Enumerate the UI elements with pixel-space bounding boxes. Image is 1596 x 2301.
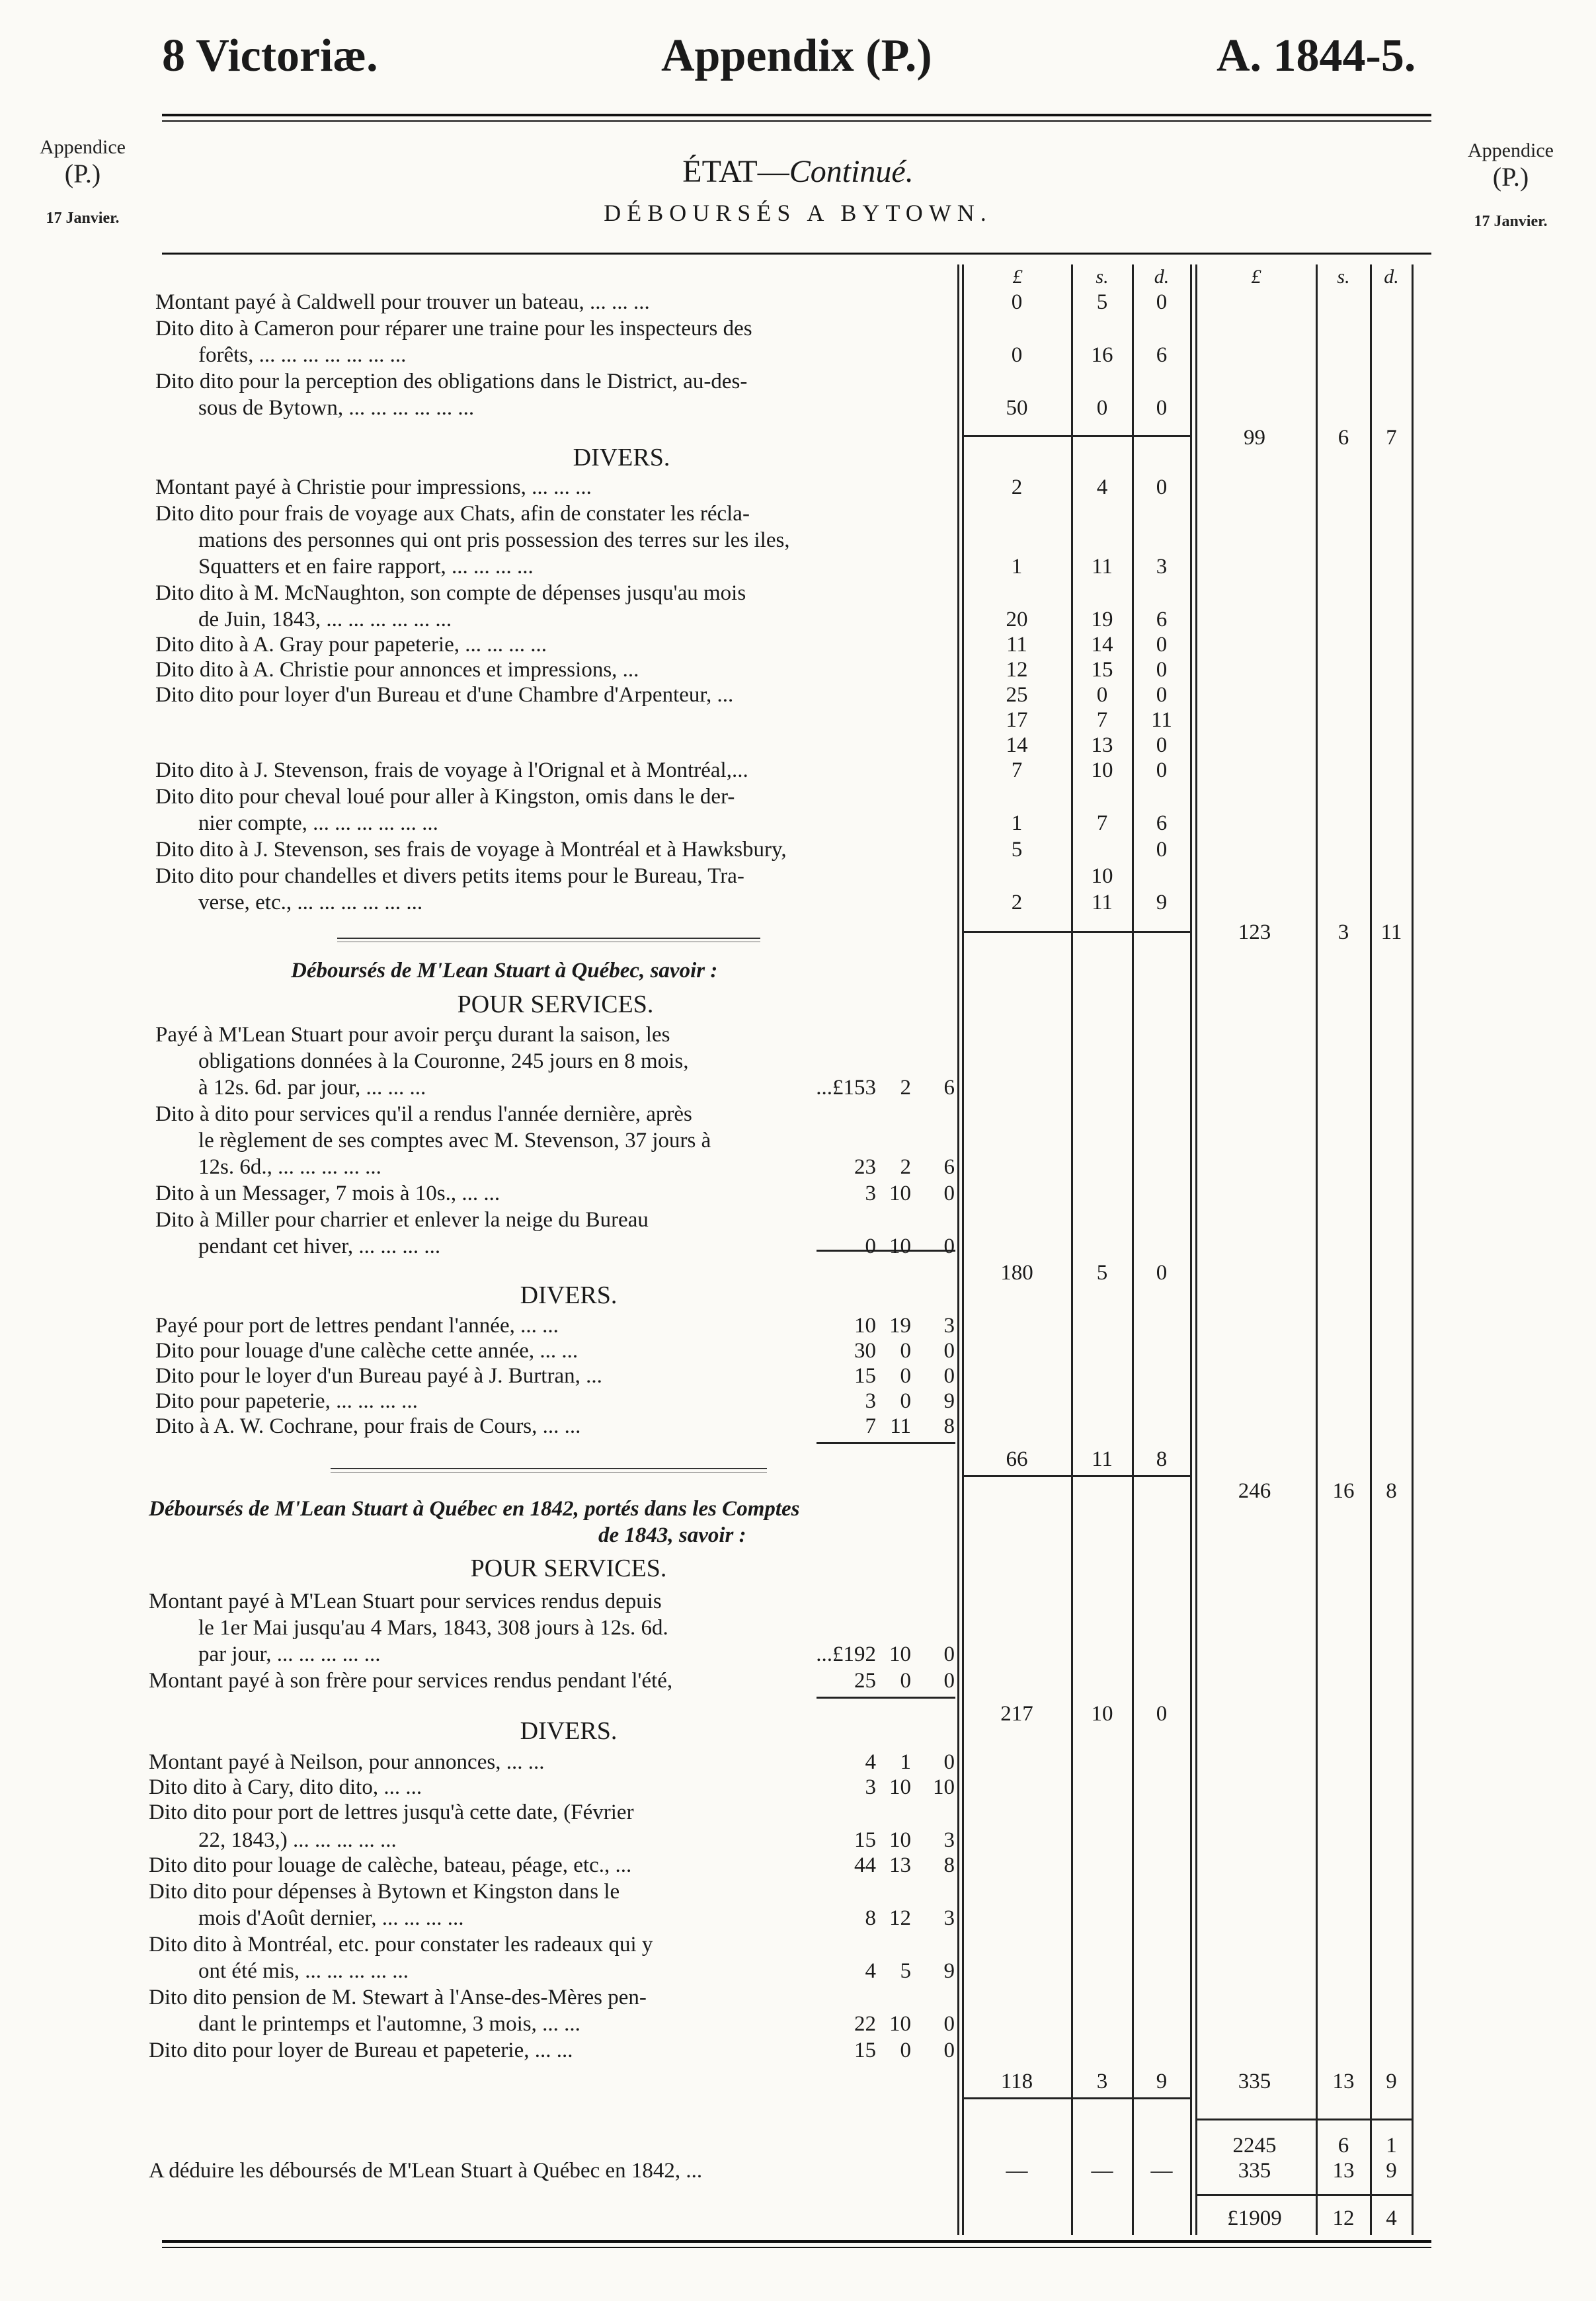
inner-amount: ...£192 xyxy=(816,1642,876,1666)
amount: 12 xyxy=(1006,658,1028,682)
amount: 17 xyxy=(1006,708,1028,732)
row-description: Dito dito pour port de lettres jusqu'à cette date, (Février xyxy=(149,1800,634,1824)
subtotal-rule xyxy=(964,2097,1190,2099)
ledger-row xyxy=(0,1827,1596,1853)
ledger-row xyxy=(0,1363,1596,1389)
total-amount: 3 xyxy=(1337,920,1349,944)
inner-amount: 10 xyxy=(889,1775,911,1799)
ledger-row xyxy=(0,1338,1596,1364)
amount: 25 xyxy=(1006,683,1028,707)
inner-amount: 0 xyxy=(943,1339,955,1363)
row-description: Dito dito pour chandelles et divers petits items pour le Bureau, Tra- xyxy=(155,864,744,888)
ledger-row xyxy=(0,1180,1596,1207)
inner-amount: 44 xyxy=(854,1853,876,1877)
row-description: mations des personnes qui ont pris possession des terres sur les iles, xyxy=(198,528,790,552)
row-description: dant le printemps et l'automne, 3 mois, ... ... xyxy=(198,2012,580,2036)
amount: 8 xyxy=(1156,1447,1168,1471)
row-description: 22, 1843,) ... ... ... ... ... xyxy=(198,1828,397,1852)
amount: 0 xyxy=(1156,658,1168,682)
ledger-row xyxy=(0,1668,1596,1694)
subtotal-rule xyxy=(817,1697,955,1699)
row-description: Dito pour le loyer d'un Bureau payé à J. Burtran, ... xyxy=(155,1364,602,1388)
inner-amount: 5 xyxy=(900,1959,911,1983)
row-description: par jour, ... ... ... ... ... xyxy=(198,1642,381,1666)
ledger-row xyxy=(0,1878,1596,1905)
statement-subtitle: DÉBOURSÉS A BYTOWN. xyxy=(604,200,992,226)
amount: 5 xyxy=(1096,290,1108,314)
ledger-row xyxy=(0,1984,1596,2011)
amount: 9 xyxy=(1156,2070,1168,2093)
row-description: Dito dito à Montréal, etc. pour constater les radeaux qui y xyxy=(149,1933,653,1957)
total-amount: 9 xyxy=(1386,2159,1397,2183)
row-description: Dito dito pour loyer d'un Bureau et d'une Chambre d'Arpenteur, ... xyxy=(155,683,734,707)
inner-amount: 0 xyxy=(900,1669,911,1693)
amount: 11 xyxy=(1151,708,1172,732)
total-amount: 6 xyxy=(1337,426,1349,450)
row-description: Montant payé à Christie pour impressions, ... ... ... xyxy=(155,475,592,499)
inner-amount: 3 xyxy=(943,1828,955,1852)
inner-amount: 9 xyxy=(943,1959,955,1983)
ledger-row xyxy=(0,732,1596,758)
row-description: Dito dito à Cameron pour réparer une traine pour les inspecteurs des xyxy=(155,317,752,341)
row-description: Dito dito pour cheval loué pour aller à Kingston, omis dans le der- xyxy=(155,785,735,809)
amount: 1 xyxy=(1011,811,1023,835)
ledger-row xyxy=(0,1588,1596,1615)
ledger-row xyxy=(0,1154,1596,1180)
ledger-row xyxy=(0,395,1596,421)
row-description: Montant payé à Caldwell pour trouver un bateau, ... ... ... xyxy=(155,290,650,314)
inner-amount: 0 xyxy=(943,1669,955,1693)
heading-divers-1: DIVERS. xyxy=(573,444,670,471)
inner-amount: 4 xyxy=(865,1959,876,1983)
ledger-row xyxy=(0,553,1596,580)
ledger-row xyxy=(0,1207,1596,1233)
inner-amount: 22 xyxy=(854,2012,876,2036)
ledger-row xyxy=(0,1701,1596,1727)
amount: 11 xyxy=(1092,1447,1113,1471)
amount: 2 xyxy=(1011,475,1023,499)
row-description: Dito dito à M. McNaughton, son compte de dépenses jusqu'au mois xyxy=(155,581,746,605)
title-main: ÉTAT— xyxy=(682,154,789,189)
inner-amount: 0 xyxy=(900,1364,911,1388)
inner-amount: 4 xyxy=(865,1750,876,1774)
ledger-row xyxy=(0,631,1596,658)
row-description: Dito dito pour dépenses à Bytown et Kingston dans le xyxy=(149,1880,620,1904)
ledger-row xyxy=(0,810,1596,836)
row-description: Dito dito pour frais de voyage aux Chats, afin de constater les récla- xyxy=(155,502,750,526)
inner-amount: 0 xyxy=(943,1642,955,1666)
row-description: Payé à M'Lean Stuart pour avoir perçu durant la saison, les xyxy=(155,1023,670,1047)
ledger-row xyxy=(0,1641,1596,1668)
row-description: Payé pour port de lettres pendant l'année, ... ... xyxy=(155,1314,559,1338)
ledger-row xyxy=(0,863,1596,889)
header-center: Appendix (P.) xyxy=(661,30,932,81)
amount: 0 xyxy=(1156,733,1168,757)
amount: 14 xyxy=(1006,733,1028,757)
ledger-row xyxy=(0,889,1596,916)
amount: 0 xyxy=(1156,633,1168,657)
footer-rule-top xyxy=(162,2240,1431,2243)
total-amount: 335 xyxy=(1238,2159,1271,2183)
row-description: nier compte, ... ... ... ... ... ... xyxy=(198,811,438,835)
row-description: Montant payé à M'Lean Stuart pour services rendus depuis xyxy=(149,1590,662,1613)
ledger-row xyxy=(0,368,1596,395)
total-rule xyxy=(1197,2194,1412,2196)
inner-amount: 2 xyxy=(900,1076,911,1100)
amount: 0 xyxy=(1156,475,1168,499)
amount: 0 xyxy=(1156,838,1168,862)
inner-amount: ...£153 xyxy=(816,1076,876,1100)
row-description: le 1er Mai jusqu'au 4 Mars, 1843, 308 jours à 12s. 6d. xyxy=(198,1616,668,1640)
row-description: Dito dito à A. Gray pour papeterie, ... ... ... ... xyxy=(155,633,547,657)
ledger-row xyxy=(0,657,1596,683)
ledger-row xyxy=(0,1931,1596,1958)
inner-amount: 0 xyxy=(900,1389,911,1413)
total-rule xyxy=(1197,2119,1412,2120)
inner-amount: 3 xyxy=(865,1182,876,1205)
ledger-row xyxy=(0,1958,1596,1984)
inner-amount: 1 xyxy=(900,1750,911,1774)
amount: 0 xyxy=(1156,1702,1168,1726)
inner-amount: 3 xyxy=(943,1314,955,1338)
ledger-row xyxy=(0,1905,1596,1931)
total-amount: 13 xyxy=(1332,2070,1355,2093)
inner-amount: 8 xyxy=(865,1906,876,1930)
amount: 16 xyxy=(1091,343,1113,367)
heading-section-3b: de 1843, savoir : xyxy=(598,1523,746,1547)
ledger-row xyxy=(0,707,1596,733)
inner-amount: 6 xyxy=(943,1155,955,1179)
col-shilling-2: s. xyxy=(1337,266,1350,288)
amount: 19 xyxy=(1091,608,1113,631)
row-description: le règlement de ses comptes avec M. Stevenson, 37 jours à xyxy=(198,1129,711,1152)
inner-amount: 0 xyxy=(943,2012,955,2036)
inner-amount: 6 xyxy=(943,1076,955,1100)
heading-pour-services-2: POUR SERVICES. xyxy=(470,1554,667,1582)
ledger-row xyxy=(0,2205,1596,2232)
heading-divers-3: DIVERS. xyxy=(520,1717,618,1745)
inner-amount: 0 xyxy=(943,1234,955,1258)
title-rule xyxy=(162,253,1431,255)
amount: 0 xyxy=(1156,290,1168,314)
ledger-row xyxy=(0,784,1596,810)
amount: 11 xyxy=(1006,633,1027,657)
amount: 15 xyxy=(1091,658,1113,682)
inner-amount: 11 xyxy=(890,1414,911,1438)
row-description: Dito dito à J. Stevenson, ses frais de voyage à Montréal et à Hawksbury, xyxy=(155,838,787,862)
amount: 0 xyxy=(1156,683,1168,707)
ledger-row xyxy=(0,1260,1596,1286)
subtotal-rule xyxy=(817,1442,955,1444)
amount: 0 xyxy=(1156,396,1168,420)
total-amount: 335 xyxy=(1238,2070,1271,2093)
ledger-row xyxy=(0,315,1596,342)
amount: 6 xyxy=(1156,608,1168,631)
row-description: Montant payé à son frère pour services rendus pendant l'été, xyxy=(149,1669,673,1693)
total-amount: £1909 xyxy=(1227,2206,1282,2230)
total-amount: 123 xyxy=(1238,920,1271,944)
ledger-row xyxy=(0,1127,1596,1154)
col-pence-1: d. xyxy=(1154,266,1170,288)
statement-title xyxy=(0,153,1596,190)
inner-amount: 0 xyxy=(943,1364,955,1388)
total-amount: 7 xyxy=(1386,426,1397,450)
amount: 20 xyxy=(1006,608,1028,631)
amount: 4 xyxy=(1096,475,1108,499)
amount: 7 xyxy=(1011,758,1023,782)
inner-amount: 3 xyxy=(865,1389,876,1413)
inner-amount: 0 xyxy=(900,1339,911,1363)
ledger-row xyxy=(0,1799,1596,1826)
total-amount: 8 xyxy=(1386,1479,1397,1503)
amount: 118 xyxy=(1000,2070,1033,2093)
amount: 6 xyxy=(1156,811,1168,835)
row-description: mois d'Août dernier, ... ... ... ... xyxy=(198,1906,464,1930)
amount: — xyxy=(1006,2159,1028,2183)
inner-amount: 10 xyxy=(889,1828,911,1852)
inner-amount: 7 xyxy=(865,1414,876,1438)
row-description: Dito dito pour la perception des obligations dans le District, au-des- xyxy=(155,370,748,393)
amount: 50 xyxy=(1006,396,1028,420)
amount: 0 xyxy=(1011,343,1023,367)
row-description: à 12s. 6d. par jour, ... ... ... xyxy=(198,1076,426,1100)
ledger-row xyxy=(0,1048,1596,1074)
col-pound-1: £ xyxy=(1012,266,1023,288)
amount: 5 xyxy=(1011,838,1023,862)
margin-date: 17 Janvier. xyxy=(1474,213,1548,230)
header-rule-top xyxy=(162,114,1431,116)
ledger-row xyxy=(0,1312,1596,1339)
total-amount: 2245 xyxy=(1232,2134,1277,2158)
inner-amount: 3 xyxy=(943,1906,955,1930)
ledger-row xyxy=(0,342,1596,368)
row-description: Dito dito pour louage de calèche, bateau, péage, etc., ... xyxy=(149,1853,632,1877)
row-description: pendant cet hiver, ... ... ... ... xyxy=(198,1234,441,1258)
row-description: ont été mis, ... ... ... ... ... xyxy=(198,1959,409,1983)
amount: 7 xyxy=(1096,708,1108,732)
inner-amount: 3 xyxy=(865,1775,876,1799)
row-description: obligations données à la Couronne, 245 jours en 8 mois, xyxy=(198,1049,689,1073)
header-left: 8 Victoriæ. xyxy=(162,30,378,81)
row-description: Dito à Miller pour charrier et enlever la neige du Bureau xyxy=(155,1208,649,1232)
margin-p: (P.) xyxy=(64,159,101,188)
col-pence-2: d. xyxy=(1384,266,1399,288)
ledger-row xyxy=(0,1022,1596,1048)
ledger-row xyxy=(0,1615,1596,1641)
heading-section-3a: Déboursés de M'Lean Stuart à Québec en 1842, portés dans les Comptes xyxy=(149,1497,800,1521)
amount: 3 xyxy=(1156,555,1168,579)
row-description: Dito dito pour loyer de Bureau et papeterie, ... ... xyxy=(149,2039,573,2062)
amount: 1 xyxy=(1011,555,1023,579)
amount: 5 xyxy=(1096,1261,1108,1285)
ledger-row xyxy=(0,1446,1596,1473)
ledger-row xyxy=(0,757,1596,784)
ledger-row xyxy=(0,2037,1596,2064)
total-amount: 16 xyxy=(1332,1479,1355,1503)
ledger-row xyxy=(0,2158,1596,2184)
amount: 9 xyxy=(1156,891,1168,914)
heading-section-2: Déboursés de M'Lean Stuart à Québec, savoir : xyxy=(291,959,718,983)
total-amount: 11 xyxy=(1380,920,1402,944)
row-description: Montant payé à Neilson, pour annonces, ... ... xyxy=(149,1750,545,1774)
ledger-row xyxy=(0,836,1596,863)
inner-amount: 0 xyxy=(943,1750,955,1774)
inner-amount: 9 xyxy=(943,1389,955,1413)
inner-amount: 10 xyxy=(889,1234,911,1258)
total-amount: 9 xyxy=(1386,2070,1397,2093)
row-description: Dito pour louage d'une calèche cette année, ... ... xyxy=(155,1339,579,1363)
ledger-row xyxy=(0,580,1596,606)
total-amount: 13 xyxy=(1332,2159,1355,2183)
row-description: Dito pour papeterie, ... ... ... ... xyxy=(155,1389,418,1413)
ledger-row xyxy=(0,1388,1596,1414)
amount: 0 xyxy=(1156,758,1168,782)
inner-amount: 2 xyxy=(900,1155,911,1179)
total-amount: 12 xyxy=(1332,2206,1355,2230)
row-description: Dito à un Messager, 7 mois à 10s., ... ... xyxy=(155,1182,500,1205)
ledger-row xyxy=(0,1413,1596,1439)
ledger-row xyxy=(0,474,1596,501)
row-description: Dito à dito pour services qu'il a rendus l'année dernière, après xyxy=(155,1102,692,1126)
ledger-row xyxy=(0,919,1596,946)
margin-appendice: Appendice xyxy=(1468,140,1554,161)
total-amount: 1 xyxy=(1386,2134,1397,2158)
inner-amount: 10 xyxy=(854,1314,876,1338)
amount: 14 xyxy=(1091,633,1113,657)
total-amount: 4 xyxy=(1386,2206,1397,2230)
title-continued: Continué. xyxy=(789,154,914,189)
heading-divers-2: DIVERS. xyxy=(520,1281,618,1309)
inner-amount: 25 xyxy=(854,1669,876,1693)
heading-pour-services-1: POUR SERVICES. xyxy=(457,990,654,1018)
total-amount: 246 xyxy=(1238,1479,1271,1503)
row-description: A déduire les déboursés de M'Lean Stuart à Québec en 1842, ... xyxy=(149,2159,703,2183)
ledger-row xyxy=(0,1478,1596,1504)
row-description: Dito à A. W. Cochrane, pour frais de Cours, ... ... xyxy=(155,1414,581,1438)
margin-p: (P.) xyxy=(1492,162,1529,192)
ledger-row xyxy=(0,682,1596,708)
ledger-row xyxy=(0,424,1596,451)
inner-amount: 8 xyxy=(943,1853,955,1877)
amount: 11 xyxy=(1092,891,1113,914)
inner-amount: 8 xyxy=(943,1414,955,1438)
row-description: Dito dito pension de M. Stewart à l'Anse-des-Mères pen- xyxy=(149,1986,647,2009)
inner-amount: 30 xyxy=(854,1339,876,1363)
amount: 2 xyxy=(1011,891,1023,914)
inner-amount: 15 xyxy=(854,1364,876,1388)
total-amount: 6 xyxy=(1337,2134,1349,2158)
inner-amount: 10 xyxy=(889,1182,911,1205)
ledger-row xyxy=(0,2011,1596,2037)
amount: 10 xyxy=(1091,758,1113,782)
inner-amount: 10 xyxy=(933,1775,955,1799)
ledger-row xyxy=(0,1074,1596,1101)
inner-amount: 15 xyxy=(854,2039,876,2062)
header-right: A. 1844-5. xyxy=(1217,30,1416,81)
ledger-row xyxy=(0,1233,1596,1260)
amount: 0 xyxy=(1011,290,1023,314)
inner-amount: 13 xyxy=(889,1853,911,1877)
row-description: Dito dito à A. Christie pour annonces et impressions, ... xyxy=(155,658,639,682)
inner-amount: 0 xyxy=(943,2039,955,2062)
inner-amount: 15 xyxy=(854,1828,876,1852)
row-description: forêts, ... ... ... ... ... ... ... xyxy=(198,343,407,367)
row-description: Squatters et en faire rapport, ... ... ... ... xyxy=(198,555,534,579)
amount: 10 xyxy=(1091,864,1113,888)
col-pound-2: £ xyxy=(1251,266,1261,288)
inner-amount: 0 xyxy=(900,2039,911,2062)
ledger-row xyxy=(0,2132,1596,2159)
amount: 7 xyxy=(1096,811,1108,835)
amount: 0 xyxy=(1156,1261,1168,1285)
subtotal-rule xyxy=(964,1475,1190,1477)
ledger-row xyxy=(0,289,1596,315)
inner-amount: 0 xyxy=(943,1182,955,1205)
amount: 3 xyxy=(1096,2070,1108,2093)
row-description: sous de Bytown, ... ... ... ... ... ... xyxy=(198,396,475,420)
ledger-row xyxy=(0,1749,1596,1775)
amount: — xyxy=(1150,2159,1173,2183)
margin-date: 17 Janvier. xyxy=(46,210,120,227)
ledger-row xyxy=(0,1852,1596,1878)
amount: 0 xyxy=(1096,683,1108,707)
row-description: Dito dito à J. Stevenson, frais de voyage à l'Orignal et à Montréal,... xyxy=(155,758,748,782)
inner-amount: 19 xyxy=(889,1314,911,1338)
ledger-row xyxy=(0,527,1596,553)
footer-rule-bottom xyxy=(162,2247,1431,2248)
inner-amount: 10 xyxy=(889,2012,911,2036)
amount: — xyxy=(1091,2159,1113,2183)
inner-amount: 10 xyxy=(889,1642,911,1666)
amount: 180 xyxy=(1000,1261,1033,1285)
ledger-row xyxy=(0,2068,1596,2095)
total-amount: 99 xyxy=(1244,426,1265,450)
inner-amount: 12 xyxy=(889,1906,911,1930)
inner-amount: 0 xyxy=(865,1234,876,1258)
ledger-row xyxy=(0,501,1596,527)
row-description: de Juin, 1843, ... ... ... ... ... ... xyxy=(198,608,452,631)
header-rule-bottom xyxy=(162,120,1431,122)
amount: 11 xyxy=(1092,555,1113,579)
amount: 217 xyxy=(1000,1702,1033,1726)
row-description: verse, etc., ... ... ... ... ... ... xyxy=(198,891,423,914)
col-shilling-1: s. xyxy=(1096,266,1109,288)
amount: 13 xyxy=(1091,733,1113,757)
inner-amount: 23 xyxy=(854,1155,876,1179)
amount: 10 xyxy=(1091,1702,1113,1726)
row-description: Dito dito à Cary, dito dito, ... ... xyxy=(149,1775,422,1799)
amount: 66 xyxy=(1006,1447,1028,1471)
ledger-row xyxy=(0,1774,1596,1800)
ledger-row xyxy=(0,1101,1596,1127)
row-description: 12s. 6d., ... ... ... ... ... xyxy=(198,1155,381,1179)
margin-appendice: Appendice xyxy=(40,136,126,158)
amount: 0 xyxy=(1096,396,1108,420)
ledger-row xyxy=(0,606,1596,633)
amount: 6 xyxy=(1156,343,1168,367)
